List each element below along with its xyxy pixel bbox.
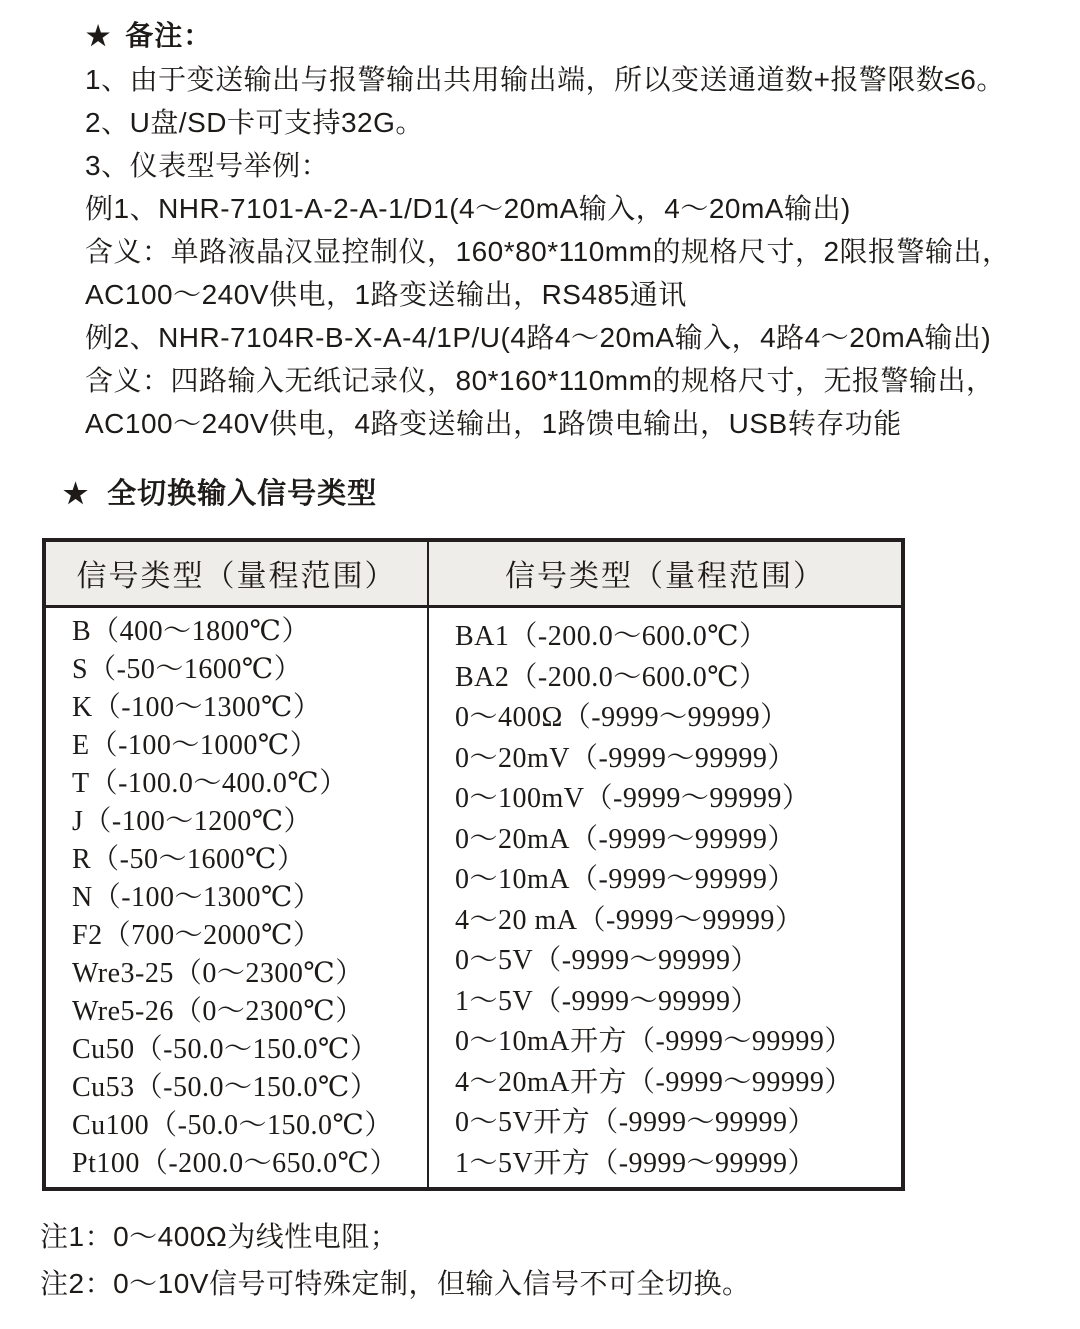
signal-range-item: Cu50（-50.0～150.0℃）	[72, 1034, 379, 1065]
signal-range-item: BA2（-200.0～600.0℃）	[455, 661, 768, 693]
signal-range-item: 0～5V（-9999～99999）	[455, 945, 760, 976]
remark-line: 2、U盘/SD卡可支持32G。	[85, 107, 424, 138]
signal-range-item: Wre5-26（0～2300℃）	[72, 996, 364, 1027]
signal-range-item: N（-100～1300℃）	[72, 882, 322, 913]
star-icon: ★	[86, 21, 112, 51]
signal-section-label: 全切换输入信号类型	[107, 478, 378, 510]
signal-section-heading	[63, 474, 1080, 514]
signal-range-item: 4～20mA开方（-9999～99999）	[455, 1066, 853, 1098]
remark-line: AC100～240V供电，1路变送输出，RS485通讯	[85, 279, 687, 310]
signal-range-item: F2（700～2000℃）	[72, 920, 322, 951]
manual-page	[0, 14, 1080, 1329]
signal-range-item: 0～10mA开方（-9999～99999）	[455, 1026, 853, 1057]
signal-range-item: Cu100（-50.0～150.0℃）	[72, 1110, 393, 1141]
signal-range-item: Pt100（-200.0～650.0℃）	[72, 1148, 398, 1179]
signal-range-item: BA1（-200.0～600.0℃）	[455, 621, 768, 652]
remark-heading-label: 备注：	[125, 20, 213, 51]
table-cell-left	[46, 608, 429, 1187]
signal-range-item: 0～400Ω（-9999～99999）	[455, 702, 789, 733]
signal-range-item: B（400～1800℃）	[72, 616, 310, 647]
remark-line: 含义：单路液晶汉显控制仪，160*80*110mm的规格尺寸，2限报警输出，	[85, 236, 1011, 267]
signal-range-item: T（-100.0～400.0℃）	[72, 768, 348, 799]
signal-range-item: R（-50～1600℃）	[72, 844, 306, 875]
remark-line: 3、仪表型号举例：	[85, 150, 330, 181]
signal-range-item: 0～10mA（-9999～99999）	[455, 864, 796, 895]
signal-range-item: 0～20mA（-9999～99999）	[455, 823, 796, 855]
signal-range-item: E（-100～1000℃）	[72, 730, 319, 761]
footnote: 注1：0～400Ω为线性电阻；	[40, 1221, 399, 1252]
signal-range-item: Cu53（-50.0～150.0℃）	[72, 1072, 379, 1103]
signal-range-item: 0～5V开方（-9999～99999）	[455, 1107, 817, 1138]
signal-range-item: 4～20 mA（-9999～99999）	[455, 904, 804, 936]
remark-line: 含义：四路输入无纸记录仪，80*160*110mm的规格尺寸，无报警输出，	[85, 365, 995, 396]
signal-range-item: 1～5V开方（-9999～99999）	[455, 1147, 817, 1179]
signal-range-item: K（-100～1300℃）	[72, 692, 322, 723]
table-header-right: 信号类型（量程范围）	[505, 560, 825, 593]
table-header-row	[46, 542, 901, 608]
remark-line: 例2、NHR-7104R-B-X-A-4/1P/U(4路4～20mA输入，4路4～20mA输出)	[85, 322, 992, 353]
signal-range-item: 0～20mV（-9999～99999）	[455, 742, 796, 774]
table-cell-right	[429, 608, 901, 1187]
remark-heading	[86, 14, 1080, 58]
signal-type-table	[42, 538, 905, 1191]
signal-range-item: J（-100～1200℃）	[72, 806, 313, 837]
remark-lines	[0, 58, 1080, 445]
footnote: 注2：0～10V信号可特殊定制，但输入信号不可全切换。	[40, 1268, 751, 1299]
footnotes	[40, 1213, 1080, 1307]
remark-line: 1、由于变送输出与报警输出共用输出端，所以变送通道数+报警限数≤6。	[85, 64, 1005, 95]
signal-range-item: S（-50～1600℃）	[72, 654, 303, 685]
remark-line: 例1、NHR-7101-A-2-A-1/D1(4～20mA输入，4～20mA输出)	[85, 193, 851, 224]
star-icon: ★	[63, 478, 90, 509]
remark-line: AC100～240V供电，4路变送输出，1路馈电输出，USB转存功能	[85, 408, 902, 439]
signal-range-item: 0～100mV（-9999～99999）	[455, 783, 811, 814]
signal-range-item: Wre3-25（0～2300℃）	[72, 958, 364, 989]
table-body-row	[46, 608, 901, 1187]
table-header-left: 信号类型（量程范围）	[46, 542, 429, 605]
signal-range-item: 1～5V（-9999～99999）	[455, 985, 760, 1017]
